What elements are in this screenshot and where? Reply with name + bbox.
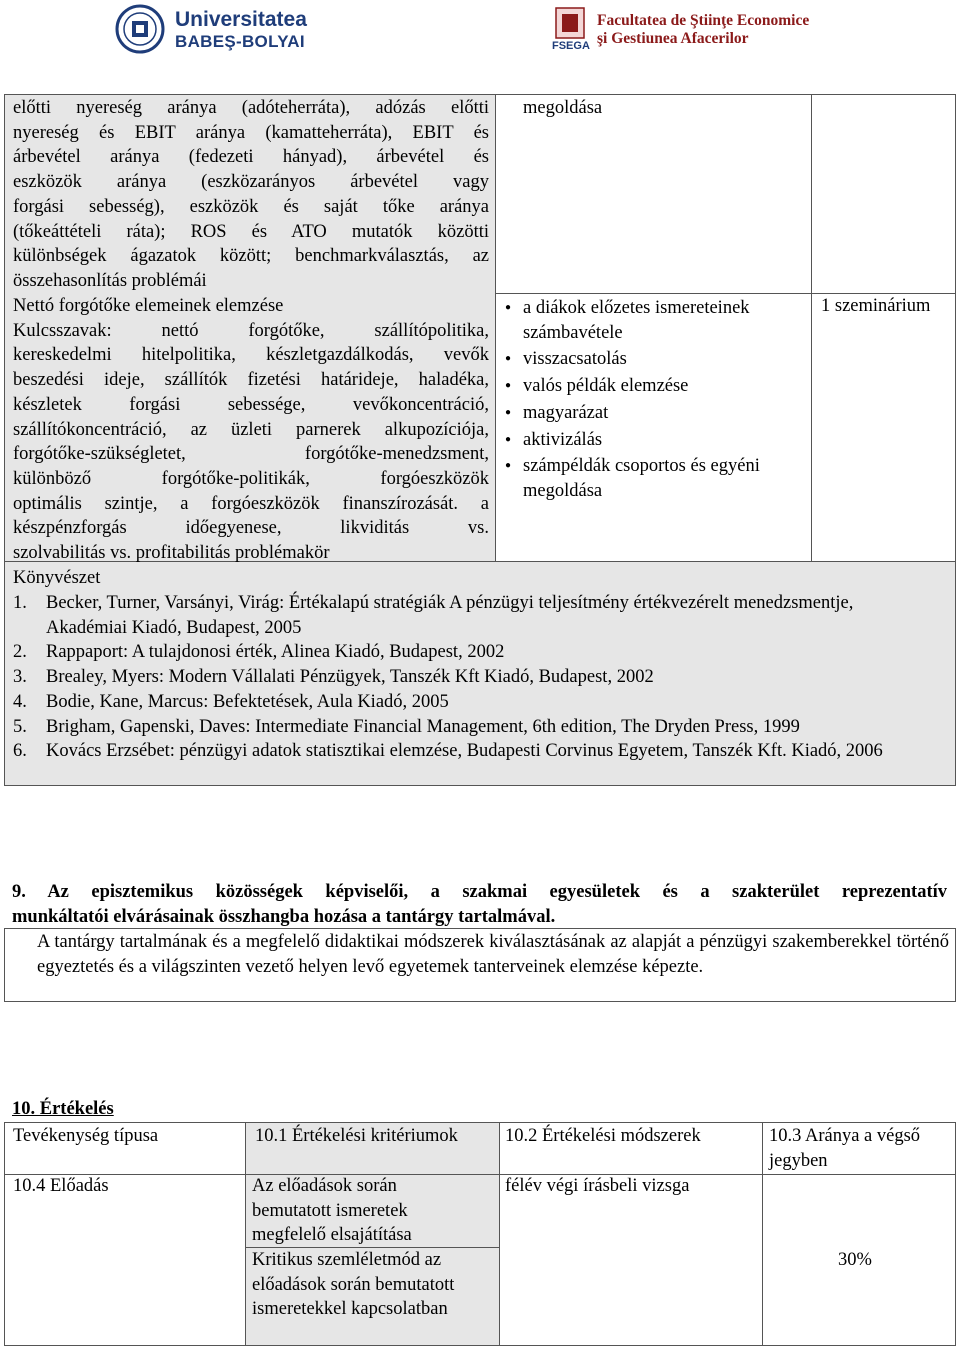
list-item: ● a diákok előzetes ismereteinek számbavétele: [503, 296, 808, 345]
evaluation-table: [4, 1122, 956, 1346]
header-criteria: 10.1 Értékelési kritériumok: [255, 1126, 458, 1146]
list-item: 5. Brigham, Gapenski, Daves: Intermediate Financial Management, 6th edition, The Dryden Press, 1999: [13, 716, 800, 737]
content-row2-text: Nettó forgótőke elemeinek elemzése Kulcsszavak: nettó forgótőke, szállítópolitika, kereskedelmi hitelpolitika, készletgazdálkodás, vevők beszedési ideje, szállítók fizetési határideje, haladéka, készletek forgási sebessége, vevőkoncentráció, szállítókoncentráció, az üzleti parnerek alkupozíciója, forgótőke-szükségletet, forgótőke-menedzsment, különböző forgótőke-politikák, forgóeszközök optimális szintje, a forgóeszközök finanszírozását. a készpénzforgás időegyenese, likviditás vs. szolvabilitás vs. profitabilitás problémakör: [13, 296, 489, 564]
bibliography-list: [13, 591, 938, 764]
methods-row1-text: megoldása: [523, 98, 603, 118]
faculty-logo: [550, 6, 810, 58]
section9-body: A tantárgy tartalmának és a megfelelő didaktikai módszerek kiválasztásának az alapját a pénzügyi szakemberekkel történő egyeztetés és a világszinten vezető helyen levő egyetemek tanterveinek elemzése képezte.: [37, 932, 949, 977]
list-item: 6. Kovács Erzsébet: pénzügyi adatok statisztikai elemzése, Budapesti Corvinus Egyetem, Tanszék Kft. Kiadó, 2006: [13, 741, 883, 762]
list-item: ● visszacsatolás: [503, 347, 808, 372]
criteria-1: Az előadások során bemutatott ismeretek megfelelő elsajátítása: [252, 1176, 412, 1246]
list-item: 4. Bodie, Kane, Marcus: Befektetések, Aula Kiadó, 2005: [13, 691, 449, 712]
remarks-row2: 1 szeminárium: [821, 296, 931, 316]
list-item: ● aktivizálás: [503, 428, 808, 453]
faculty-name: Facultatea de Ştiinţe Economice: [597, 12, 810, 29]
bibliography-title: Könyvészet: [13, 568, 101, 588]
share-lecture: 30%: [838, 1250, 872, 1270]
course-content-table: [4, 94, 956, 786]
university-logo: [115, 4, 307, 56]
list-item: ● számpéldák csoportos és egyéni megoldása: [503, 454, 808, 503]
list-item: 2. Rappaport: A tulajdonosi érték, Alinea Kiadó, Budapest, 2002: [13, 642, 505, 663]
header-share: 10.3 Aránya a végső jegyben: [769, 1126, 921, 1171]
list-item: 3. Brealey, Myers: Modern Vállalati Pénzügyek, Tanszék Kft Kiadó, Budapest, 2002: [13, 667, 654, 688]
section10-heading: 10. Értékelés: [12, 1099, 114, 1119]
header-methods: 10.2 Értékelési módszerek: [505, 1126, 701, 1146]
methods-list: [503, 296, 808, 504]
header-activity-type: Tevékenység típusa: [13, 1126, 159, 1146]
section9-box: [4, 928, 956, 1002]
section9-heading: 9. Az episztemikus közösségek képviselői, a szakmai egyesületek és a szakterület reprezentatív munkáltatói elvárásainak összhangba hozása a tantárgy tartalmával.: [12, 882, 947, 927]
content-row2-title: Nettó forgótőke elemeinek elemzése: [13, 296, 284, 316]
university-seal-icon: [115, 4, 165, 54]
list-item: ● magyarázat: [503, 401, 808, 426]
university-name: Universitatea: [175, 8, 307, 31]
method-exam: félév végi írásbeli vizsga: [505, 1176, 690, 1196]
criteria-2: Kritikus szemléletmód az előadások során bemutatott ismeretekkel kapcsolatban: [252, 1250, 455, 1320]
activity-lecture: 10.4 Előadás: [13, 1176, 109, 1196]
content-row1-text: előtti nyereség aránya (adóteherráta), adózás előtti nyereség és EBIT aránya (kamatteherráta), EBIT és árbevétel aránya (fedezeti hányad), árbevétel és eszközök aránya (eszközarányos árbevétel vagy forgási sebesség), eszközök és saját tőke aránya (tőkeáttételi ráta); ROS és ATO mutatók közötti különbségek ágazatok között; benchmarkválasztás, az összehasonlítás problémái: [13, 98, 489, 291]
university-subname: BABEŞ-BOLYAI: [175, 32, 305, 51]
list-item: 1. Becker, Turner, Varsányi, Virág: Értékalapú stratégiák A pénzügyi teljesítmény értékvezérelt menedzsmentje, Akadémiai Kiadó, Budapest, 2005: [13, 593, 854, 638]
list-item: ● valós példák elemzése: [503, 374, 808, 399]
faculty-logo-text: FSEGA: [552, 40, 590, 52]
faculty-subname: şi Gestiunea Afacerilor: [597, 30, 749, 47]
